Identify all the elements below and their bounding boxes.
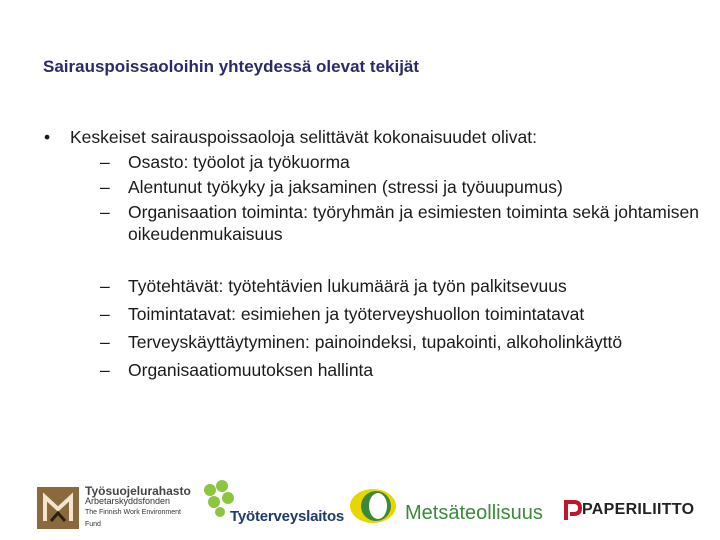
list-item: – Toimintatavat: esimiehen ja työterveyshuollon toimintatavat: [100, 304, 585, 324]
tyosuojelurahasto-logo: [37, 484, 191, 530]
paperiliitto-mark-icon: [562, 498, 582, 522]
list-item: – Alentunut työkyky ja jaksaminen (stressi ja työuupumus): [100, 177, 563, 197]
sub-list-2: [100, 275, 700, 381]
bullet-marker: •: [44, 127, 51, 147]
tyoterveyslaitos-logo: [200, 478, 345, 528]
tsr-mark-icon: [37, 487, 79, 529]
tsr-name: Työsuojelurahasto: [85, 484, 191, 498]
sub-list-1: [100, 151, 700, 245]
list-item: – Työtehtävät: työtehtävien lukumäärä ja työn palkitsevuus: [100, 276, 567, 296]
paperiliitto-name: PAPERILIITTO: [582, 501, 695, 518]
tsr-line2: Arbetarskyddsfonden: [85, 496, 171, 506]
metsa-mark-icon: [348, 486, 398, 526]
slide-title: Sairauspoissaoloihin yhteydessä olevat tekijät: [43, 57, 420, 76]
slide-content: [40, 126, 700, 381]
metsa-name: Metsäteollisuus: [405, 502, 543, 524]
main-bullet-text: Keskeiset sairauspoissaoloja selittävät kokonaisuudet olivat:: [70, 127, 537, 147]
logo-bar: [0, 478, 720, 534]
tsr-line3: The Finnish Work Environment Fund: [85, 509, 181, 528]
ttl-name: Työterveyslaitos: [230, 508, 345, 525]
list-item: – Osasto: työolot ja työkuorma: [100, 152, 350, 172]
metsateollisuus-logo: [348, 486, 558, 526]
paperiliitto-logo: [562, 498, 695, 524]
main-bullet: [40, 126, 700, 148]
list-item: – Terveyskäyttäytyminen: painoindeksi, tupakointi, alkoholinkäyttö: [100, 332, 623, 352]
list-item: – Organisaation toiminta: työryhmän ja esimiesten toiminta sekä johtamisen oikeudenmukaisuus: [100, 202, 699, 244]
list-item: – Organisaatiomuutoksen hallinta: [100, 360, 374, 380]
